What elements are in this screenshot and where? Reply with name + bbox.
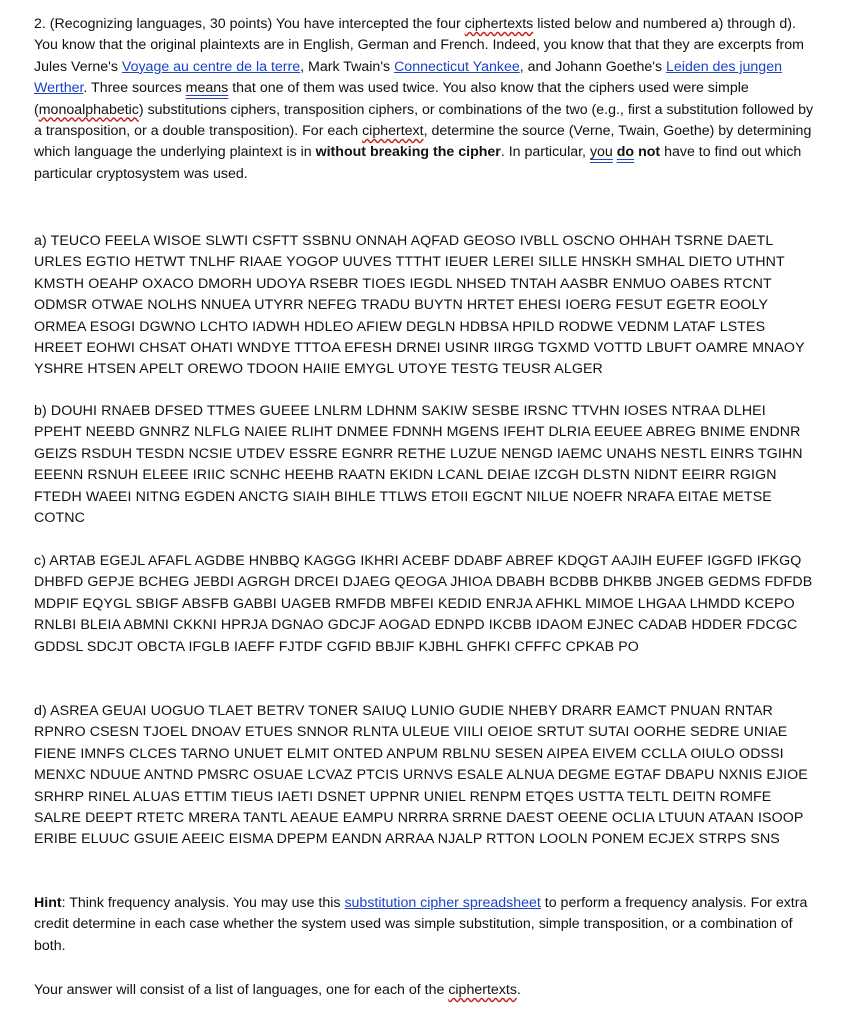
grammar-you: you bbox=[589, 144, 613, 161]
ciphertext-c: c) ARTAB EGEJL AFAFL AGDBE HNBBQ KAGGG IKHRI ACEBF DDABF ABREF KDQGT AAJIH EUFEF IGGFD IFKGQ DHBFD GEPJE BCHEG JEBDI AGRGH DRCEI DJAEG QEOGA JHIOA DBABH BCDBB DHKBB JNGEB GEDMS FDFDB MDPIF EQYGL SBIGF ABSFB GABBI UAGEB RMFDB MBFEI KEDID ENRJA AFHKL MIMOE LHGAA LHMDD KCEPO RNLBI BLEIA ABMNI CKKNI HPRJA DGNAO GDCJF AOGAD EDNPD IKCBB IDAOM EJNEC CADAB HDDER FDCGC GDDSL SDCJT OBCTA IFGLB IAEFF FJTDF CGFID BBJIF KJBHL GHFKI CFFFC CPKAB PO bbox=[34, 553, 813, 655]
spellcheck-ciphertexts: ciphertexts bbox=[464, 16, 534, 32]
link-twain[interactable]: Connecticut Yankee bbox=[394, 58, 520, 75]
ciphertext-d: d) ASREA GEUAI UOGUO TLAET BETRV TONER SAIUQ LUNIO GUDIE NHEBY DRARR EAMCT PNUAN RNTAR RPNRO CSESN TJOEL DNOAV ETUES SNNOR RLNTA ULEUE VIILI OEIOE SRTUT SUTAI OORHE SEDRE UNIAE FIENE IMNFS CLCES TARNO UNUET ELMIT ONTED ANPUM RBLNU SESEN AIPEA EIVEM CCLLA OIULO ODSSI MENXC NDUUE ANTND PMSRC OSUAE LCVAZ PTCIS URNVS ESALE ALNUA DEGME EGTAF DBAPU NXNIS EJIOE SRHRP RINEL ALUAS ETTIM TIEUS IAETI DSNET UPPNR UNIEL RENPM ETQES USTTA TELTL DEITN ROMFE SALRE DEEPT RTETC MRERA TANTL AEAUE EAMPU NRRRA SRRNE DAEST OEENE OCLIA LTUUN ATAAN ISOOP ERIBE ELUUC GSUIE AEEIC EISMA DPEPM EANDN ARRAA NJALP RTTON LOOLN PONEM ECJEX STRPS SNS bbox=[34, 703, 808, 848]
hint-text-1: : Think frequency analysis. You may use this bbox=[61, 895, 345, 911]
answer-paragraph bbox=[34, 980, 814, 1001]
intro-text-1: 2. (Recognizing languages, 30 points) You have intercepted the four bbox=[34, 16, 465, 32]
grammar-do: do bbox=[616, 144, 635, 161]
intro-text-9: . In particular, bbox=[500, 144, 590, 161]
ciphertext-b: b) DOUHI RNAEB DFSED TTMES GUEEE LNLRM LDHNM SAKIW SESBE IRSNC TTVHN IOSES NTRAA DLHEI PPEHT NEEBD GNNRZ NLFLG NAIEE RLIHT DNMEE FDNNH MGENS IFEHT DLRIA EEUEE ABREG BNIME ENDNR GEIZS RSDUH TESDN NCSIE UTDEV ESSRE EGNRR RETHE LUZUE NENGD IAEMC UNAHS NESTL EINRS TGIHN EEENN RSNUH ELEEE IRIIC SCNHC HEEHB RAATN EKIDN LCANL DEIAE IZCGH DLSTN NIDNT EEIRR RGIGN FTEDH WAEEI NITNG EGDEN ANCTG SIAIH BIHLE TTLWS ETOII EGCNT NILUE NOEFR NRAFA EITAE METSE COTNC bbox=[34, 403, 803, 527]
link-verne[interactable]: Voyage au centre de la terre bbox=[121, 58, 301, 75]
hint-label: Hint bbox=[34, 895, 62, 911]
hint-text-2: to perform a frequency analysis. For extra credit determine in each case whether the system used was simple substitution, simple transposition, or a combination of both. bbox=[34, 895, 808, 954]
bold-without-breaking: without breaking the cipher bbox=[315, 144, 501, 161]
spellcheck-ciphertext: ciphertext bbox=[362, 123, 424, 140]
ciphertext-a: a) TEUCO FEELA WISOE SLWTI CSFTT SSBNU ONNAH AQFAD GEOSO IVBLL OSCNO OHHAH TSRNE DAETL URLES EGTIO HETWT TNLHF RIAAE YOGOP UUVES TTTHT IEUER LEREI SILLE HNSKH SMHAL DIETO UTHNT KMSTH OEAHP OXACO DMORH UDOYA RSEBR TIOES IEGDL NHSED TNTAH AASBR ENMUO OABES RTCNT ODMSR OTWAE NOLHS NNUEA UTYRR NEFEG TRADU BUYTN HRTET EHESI IOERG FESUT EGETR EOOLY ORMEA ESOGI DGWNO LCHTO IADWH HDLEO AFIEW DEGLN HDBSA HPILD RODWE VEDNM LATAF LSTES HREET EOHWI CHSAT OHATI WNDYE TTTOA EFESH DRNEI USINR IIRGG TGXMD VOTTD LBUFT OAMRE MNAOY YSHRE HTSEN APELT OREWO TDOON HAIIE EMYGL UTOYE TESTG TEUSR ALGER bbox=[34, 233, 805, 378]
intro-text-3: , Mark Twain's bbox=[300, 58, 395, 75]
link-goethe[interactable]: Leiden des jungen Werther bbox=[34, 58, 782, 97]
intro-text-12: have to find out which particular cryptosystem was used. bbox=[34, 144, 802, 182]
link-spreadsheet[interactable]: substitution cipher spreadsheet bbox=[344, 895, 541, 911]
intro-text-7: ) substitutions ciphers, transposition ciphers, or combinations of the two (e.g., first a substitution followed by a transposition, or a double transposition). For each bbox=[34, 101, 814, 140]
intro-text-8: , determine the source (Verne, Twain, Goethe) by determining which language the underlying plaintext is in bbox=[34, 123, 812, 161]
hint-paragraph bbox=[34, 893, 814, 957]
spellcheck-monoalphabetic: monoalphabetic bbox=[38, 101, 139, 118]
question-intro bbox=[34, 14, 814, 185]
spellcheck-ciphertexts-2: ciphertexts bbox=[448, 982, 517, 998]
bold-not: not bbox=[638, 144, 661, 161]
intro-text-5: . Three sources bbox=[83, 80, 186, 97]
intro-text-4: , and Johann Goethe's bbox=[519, 58, 667, 75]
intro-text-6: that one of them was used twice. You also know that the ciphers used were simple ( bbox=[34, 80, 749, 118]
answer-text-1: Your answer will consist of a list of languages, one for each of the bbox=[34, 982, 449, 998]
answer-text-2: . bbox=[516, 982, 521, 998]
intro-text-2: listed below and numbered a) through d). You know that the original plaintexts are in English, German and French. Indeed, you know that that they are excerpts from Jules Verne's bbox=[34, 16, 804, 75]
grammar-means: means bbox=[185, 80, 229, 97]
